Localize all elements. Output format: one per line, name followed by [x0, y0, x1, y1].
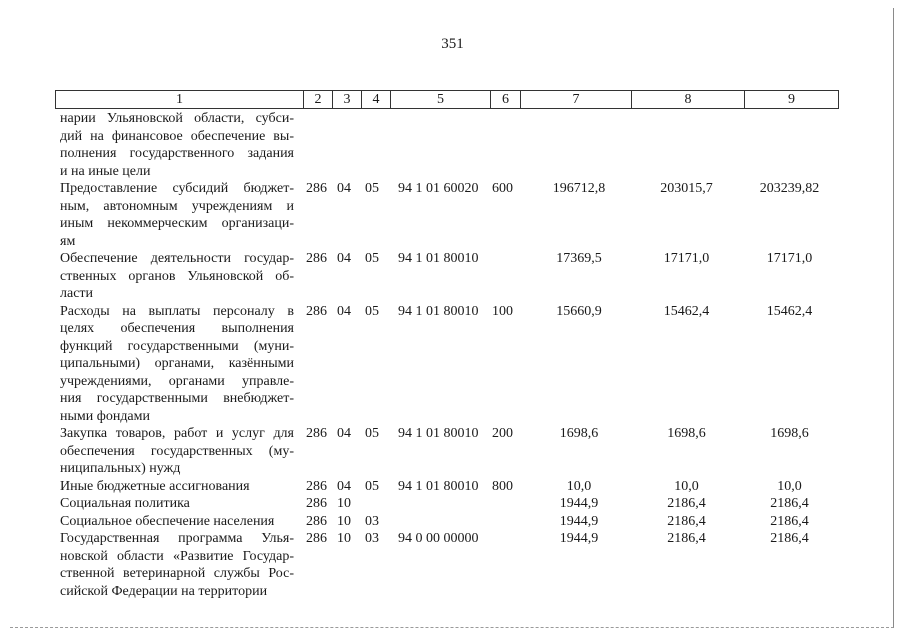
cell-c2: 286 — [306, 478, 327, 494]
table-body — [60, 110, 840, 600]
cell-c7: 1944,9 — [559, 496, 599, 511]
cell-c9: 17171,0 — [766, 251, 813, 266]
cell-c9: 10,0 — [777, 478, 802, 494]
cell-c5: 94 1 01 80010 — [398, 251, 479, 266]
table-header — [55, 90, 839, 109]
header-col-8: 8 — [632, 91, 745, 108]
cell-c4: 05 — [365, 251, 379, 266]
description-line: Обеспечение деятельности государ- — [60, 251, 294, 266]
description-line: полнения государственного задания — [60, 146, 294, 161]
cell-c3: 10 — [337, 496, 351, 511]
cell-c8: 2186,4 — [667, 513, 706, 529]
header-col-2: 2 — [304, 91, 333, 108]
cell-c5: 94 1 01 80010 — [398, 426, 479, 441]
cell-c8: 10,0 — [674, 478, 699, 494]
cell-c3: 10 — [337, 531, 351, 546]
cell-c7: 1698,6 — [559, 426, 599, 441]
cell-c6: 600 — [492, 181, 513, 196]
description-line: функций государственными (муни- — [60, 338, 294, 354]
header-col-7: 7 — [521, 91, 632, 108]
description-line: Закупка товаров, работ и услуг для — [60, 426, 294, 441]
description-line: иным некоммерческим организаци- — [60, 216, 294, 231]
cell-c9: 203239,82 — [759, 181, 820, 196]
description-line: ям — [60, 233, 76, 249]
cell-c3: 10 — [337, 513, 351, 529]
description-line: ния государственными внебюджет- — [60, 391, 294, 406]
table-row — [60, 513, 840, 531]
cell-c7: 15660,9 — [556, 303, 602, 319]
row-description — [60, 110, 298, 180]
cell-c6: 100 — [492, 303, 513, 319]
description-line: и на иные цели — [60, 163, 151, 179]
cell-c3: 04 — [337, 478, 351, 494]
row-description — [60, 530, 298, 600]
table-row — [60, 110, 840, 180]
description-line: ниципальных) нужд — [60, 461, 181, 476]
row-description — [60, 425, 298, 478]
header-col-5: 5 — [391, 91, 491, 108]
cell-c9: 2186,4 — [770, 531, 809, 546]
cell-c3: 04 — [337, 303, 351, 319]
description-line: ственных органов Ульяновской об- — [60, 268, 294, 284]
cell-c4: 05 — [365, 303, 379, 319]
table-row — [60, 495, 840, 513]
description-line: ципальными) органами, казёнными — [60, 356, 294, 371]
description-line: обеспечения государственных (му- — [60, 443, 294, 459]
cell-c2: 286 — [306, 303, 327, 319]
header-col-3: 3 — [333, 91, 362, 108]
cell-c8: 2186,4 — [667, 496, 706, 511]
cell-c4: 03 — [365, 531, 379, 546]
row-description — [60, 513, 298, 531]
description-line: Государственная программа Улья- — [60, 531, 294, 546]
page-number: 351 — [441, 36, 464, 52]
cell-c9: 2186,4 — [770, 496, 809, 511]
table-row — [60, 530, 840, 600]
table-row — [60, 303, 840, 426]
row-description — [60, 303, 298, 426]
cell-c3: 04 — [337, 251, 351, 266]
cell-c4: 05 — [365, 181, 379, 196]
cell-c2: 286 — [306, 531, 327, 546]
header-col-9: 9 — [788, 92, 795, 107]
description-line: нарии Ульяновской области, субси- — [60, 111, 294, 126]
cell-c7: 17369,5 — [556, 251, 602, 266]
cell-c6: 800 — [492, 478, 513, 494]
cell-c2: 286 — [306, 513, 327, 529]
cell-c9: 1698,6 — [770, 426, 809, 441]
description-line: ными фондами — [60, 408, 151, 424]
table-row — [60, 478, 840, 496]
cell-c8: 15462,4 — [663, 303, 710, 319]
description-line: Социальная политика — [60, 496, 190, 511]
row-description — [60, 180, 298, 250]
cell-c3: 04 — [337, 181, 351, 196]
cell-c5: 94 1 01 60020 — [398, 181, 479, 196]
description-line: Иные бюджетные ассигнования — [60, 478, 250, 494]
cell-c2: 286 — [306, 181, 327, 196]
cell-c6: 200 — [492, 426, 513, 441]
table-row — [60, 180, 840, 250]
cell-c4: 05 — [365, 478, 379, 494]
cell-c7: 196712,8 — [552, 181, 606, 196]
description-line: ственной ветеринарной службы Рос- — [60, 566, 294, 581]
description-line: новской области «Развитие Государ- — [60, 548, 294, 564]
description-line: сийской Федерации на территории — [60, 583, 268, 599]
table-row — [60, 425, 840, 478]
cell-c2: 286 — [306, 251, 327, 266]
description-line: Социальное обеспечение населения — [60, 513, 275, 529]
header-col-4: 4 — [362, 91, 391, 108]
cell-c9: 2186,4 — [770, 513, 809, 529]
table-row — [60, 250, 840, 303]
cell-c7: 10,0 — [566, 478, 592, 494]
cell-c5: 94 0 00 00000 — [398, 531, 479, 546]
cell-c8: 2186,4 — [667, 531, 706, 546]
description-line: целях обеспечения выполнения — [60, 321, 294, 336]
cell-c3: 04 — [337, 426, 351, 441]
cell-c8: 17171,0 — [663, 251, 710, 266]
description-line: ным, автономным учреждениям и — [60, 198, 294, 214]
cell-c4: 05 — [365, 426, 379, 441]
description-line: Расходы на выплаты персоналу в — [60, 303, 294, 319]
description-line: ласти — [60, 286, 94, 301]
cell-c9: 15462,4 — [766, 303, 813, 319]
cell-c5: 94 1 01 80010 — [398, 303, 479, 319]
cell-c8: 203015,7 — [660, 181, 713, 196]
cell-c7: 1944,9 — [559, 531, 599, 546]
description-line: Предоставление субсидий бюджет- — [60, 181, 294, 196]
cell-c2: 286 — [306, 426, 327, 441]
description-line: дий на финансовое обеспечение вы- — [60, 128, 294, 144]
row-description — [60, 478, 298, 496]
header-col-1: 1 — [56, 91, 304, 108]
row-description — [60, 495, 298, 513]
cell-c2: 286 — [306, 496, 327, 511]
cell-c7: 1944,9 — [559, 513, 599, 529]
row-description — [60, 250, 298, 303]
cell-c8: 1698,6 — [667, 426, 706, 441]
cell-c4: 03 — [365, 513, 379, 529]
header-col-6: 6 — [491, 91, 521, 108]
description-line: учреждениями, органами управле- — [60, 373, 294, 389]
cell-c5: 94 1 01 80010 — [398, 478, 479, 494]
